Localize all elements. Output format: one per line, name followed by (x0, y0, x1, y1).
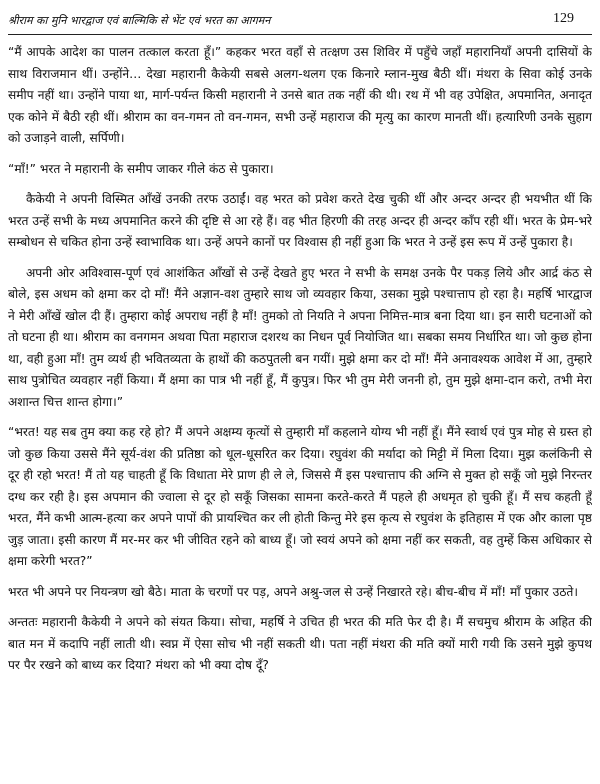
page-header (8, 8, 592, 35)
paragraph: कैकेयी ने अपनी विस्मित आँखें उनकी तरफ उठाईं। वह भरत को प्रवेश करते देख चुकी थीं और अन्दर अन्दर ही भयभीत थीं कि भरत उन्हें सभी के मध्य अपमानित करने की दृष्टि से आ रहे हैं। वह भीत हिरणी की तरह अन्दर ही अन्दर काँप रही थीं। भरत के प्रेम-भरे सम्बोधन से चकित होना उन्हें स्वाभाविक था। उन्हें अपने कानों पर विश्वास ही नहीं हुआ कि भरत ने उन्हें इस रूप में उन्हें पुकारा है। (8, 192, 592, 249)
paragraph: अपनी ओर अविश्वास-पूर्ण एवं आशंकित आँखों से उन्हें देखते हुए भरत ने सभी के समक्ष उनके पैर पकड़ लिये और आर्द्र कंठ से बोले, इस अधम को क्षमा कर दो माँ! मैंने अज्ञान-वश तुम्हारे साथ जो व्यवहार किया, उसका मुझे पश्चात्ताप हो रहा है। महर्षि भारद्वाज ने मेरी आँखें खोल दी हैं। तुम्हारा कोई अपराध नहीं है माँ! तुमको तो नियति ने अपना निमित्त-मात्र बना दिया था। इन सारी घटनाओं को तो घटना ही था। श्रीराम का वनगमन अथवा पिता महाराज दशरथ का निधन पूर्व नियोजित था। सबका समय निर्धारित था। जो कुछ होना था, वही हुआ माँ! तुम व्यर्थ ही भवितव्यता के हाथों की कठपुतली बन गयीं। मुझे क्षमा कर दो माँ! मैंने अनावश्यक आवेश में आ, तुम्हारे साथ पुत्रोचित व्यवहार नहीं किया। मैं क्षमा का पात्र भी नहीं हूँ, मैं कुपुत्र। फिर भी तुम मेरी जननी हो, तुम मुझे क्षमा-दान करो, तभी मेरा अशान्त चित्त शान्त होगा।” (8, 265, 592, 409)
page-number: 129 (553, 11, 574, 26)
paragraph: “भरत! यह सब तुम क्या कह रहे हो? मैं अपने अक्षम्य कृत्यों से तुम्हारी माँ कहलाने योग्य भी नहीं हूँ। मैंने स्वार्थ एवं पुत्र मोह से ग्रस्त हो जो कुछ किया उससे मैंने सूर्य-वंश की प्रतिष्ठा को धूल-धूसरित कर दिया। रघुवंश की मर्यादा को मिट्टी में मिला दिया। मुझ कलंकिनी से दूर ही रहो भरत! मैं तो यह चाहती हूँ कि विधाता मेरे प्राण ही ले ले, जिससे मैं इस पश्चात्ताप की अग्नि से मुक्त हो सकूँ जो मुझे निरन्तर दग्ध कर रही है। इस अपमान की ज्वाला से दूर हो सकूँ जिसका सामना करते-करते मैं पहले ही अधमृत हो चुकी हूँ। मैं सच कहती हूँ भरत, मैंने कभी आत्म-हत्या कर अपने पापों की प्रायश्चित कर ली होती किन्तु मेरे इस कृत्य से रघुवंश के इतिहास में एक और काला पृष्ठ जुड़ जाता। इसी कारण मैं मर-मर कर भी जीवित रहने को बाध्य हूँ। जो स्वयं अपने को क्षमा नहीं कर सकती, वह तुम्हें किस अधिकार से क्षमा करेगी भरत?” (8, 425, 592, 568)
paragraph: अन्ततः महारानी कैकेयी ने अपने को संयत किया। सोचा, महर्षि ने उचित ही भरत की मति फेर दी है। मैं सचमुच श्रीराम के अहित की बात मन में कदापि नहीं लाती थी। स्वप्न में ऐसा सोच भी नहीं सकती थी। पता नहीं मंथरा की मति क्यों मारी गयी कि उसने मुझे कुपथ पर पैर रखने को बाध्य कर दिया? मंथरा को भी क्या दोष दूँ? (8, 615, 592, 672)
paragraph: “माँ!” भरत ने महारानी के समीप जाकर गीले कंठ से पुकारा। (8, 161, 274, 176)
paragraph: “मैं आपके आदेश का पालन तत्काल करता हूँ।” कहकर भरत वहाँ से तत्क्षण उस शिविर में पहुँचे जहाँ महारानियाँ अपनी दासियों के साथ विराजमान थीं। उन्होंने… देखा महारानी कैकेयी सबसे अलग-थलग एक किनारे म्लान-मुख बैठी थीं। मंथरा के सिवा कोई उनके समीप नहीं था। उन्होंने पाया था, मार्ग-पर्यन्त किसी महारानी ने उनसे बात तक नहीं की थी। रथ में भी वह उपेक्षित, अपमानित, अनादृत एक कोने में बैठी रही थीं। श्रीराम का वन-गमन तो वन-गमन, सभी उन्हें महाराज की मृत्यु का कारण मानती थीं। हत्यारिणी उनके सुहाग को उजाड़ने वाली, सर्पिणी। (8, 45, 592, 145)
paragraph: भरत भी अपने पर नियन्त्रण खो बैठे। माता के चरणों पर पड़, अपने अश्रु-जल से उन्हें निखारते रहे। बीच-बीच में माँ! माँ पुकार उठते। (8, 584, 578, 599)
running-title: श्रीराम का मुनि भारद्वाज एवं बाल्मिकि से भेंट एवं भरत का आगमन (8, 14, 271, 27)
body-text (8, 42, 592, 778)
